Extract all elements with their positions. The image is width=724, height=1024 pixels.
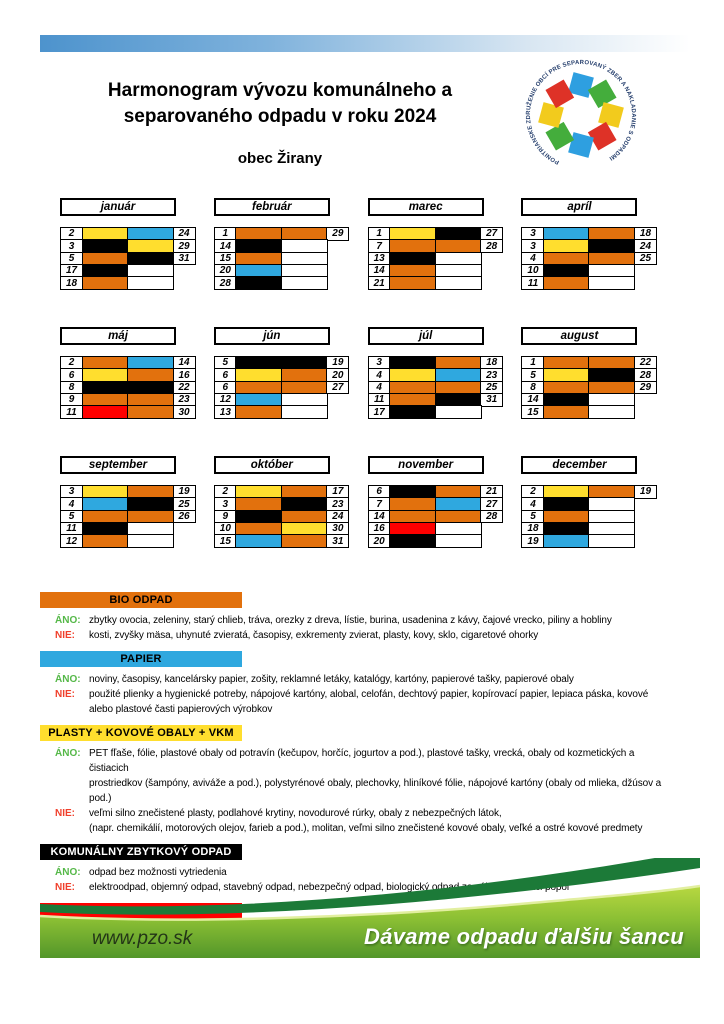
- legend-item-label: [55, 821, 89, 836]
- legend-item-text: PET fľaše, fólie, plastové obaly od potravín (kečupov, horčíc, jogurtov a pod.), plastové tašky, vrecká, obaly od kozmetických a čistiacich: [89, 748, 635, 774]
- day-number-right: 26: [173, 510, 196, 524]
- day-number-left: 14: [214, 239, 237, 253]
- legend-section: [40, 725, 685, 836]
- day-number-left: 3: [521, 227, 544, 241]
- collection-day-row: [214, 405, 350, 419]
- collection-day-row: [368, 276, 504, 290]
- day-number-left: 10: [521, 264, 544, 278]
- day-number-left: 9: [60, 393, 83, 407]
- day-number-left: 13: [214, 405, 237, 419]
- day-number-left: 5: [60, 510, 83, 524]
- day-number-left: 14: [521, 393, 544, 407]
- day-number-right: 22: [634, 356, 657, 370]
- day-number-left: 2: [214, 485, 237, 499]
- waste-type-color-right: [127, 405, 174, 419]
- day-number-right: 31: [173, 252, 196, 266]
- legend-section-title: PLASTY + KOVOVÉ OBALY + VKM: [40, 725, 242, 741]
- month-block: [60, 456, 196, 548]
- collection-day-row: [214, 534, 350, 548]
- day-number-right: 23: [173, 393, 196, 407]
- collection-day-row: [60, 276, 196, 290]
- month-name: december: [521, 456, 637, 474]
- day-number-left: 6: [214, 381, 237, 395]
- day-number-left: 15: [521, 405, 544, 419]
- legend-item: [40, 687, 685, 702]
- month-block: [521, 456, 657, 548]
- day-number-right: 23: [326, 497, 349, 511]
- calendar-row: [60, 198, 657, 290]
- day-number-right: 22: [173, 381, 196, 395]
- day-number-right: 18: [480, 356, 503, 370]
- day-number-left: 7: [368, 239, 391, 253]
- day-number-left: 14: [368, 510, 391, 524]
- waste-type-color-left: [235, 276, 282, 290]
- day-number-left: 1: [521, 356, 544, 370]
- day-number-left: 3: [60, 239, 83, 253]
- legend-item-label: NIE:: [55, 689, 75, 700]
- day-number-right: 28: [480, 510, 503, 524]
- legend-item: [40, 702, 685, 717]
- collection-calendar: [60, 198, 657, 585]
- day-number-right: 25: [634, 252, 657, 266]
- month-name: apríl: [521, 198, 637, 216]
- day-number-right: 28: [480, 239, 503, 253]
- pzo-association-logo: [517, 58, 645, 176]
- month-block: [368, 198, 504, 290]
- legend-item-text: noviny, časopisy, kancelársky papier, zošity, reklamné letáky, katalógy, kartóny, papierové tašky, papierové obaly: [89, 674, 574, 685]
- waste-type-color-right: [588, 534, 635, 548]
- day-number-left: 5: [60, 252, 83, 266]
- waste-type-color-right: [435, 405, 482, 419]
- day-number-right: 30: [326, 522, 349, 536]
- footer-slogan: Dávame odpadu ďalšiu šancu: [364, 924, 684, 949]
- day-number-left: 20: [214, 264, 237, 278]
- day-number-right: 19: [326, 356, 349, 370]
- collection-day-row: [521, 405, 657, 419]
- legend-section: [40, 651, 685, 717]
- legend-item: [40, 672, 685, 687]
- day-number-right: 27: [326, 381, 349, 395]
- waste-type-color-right: [435, 534, 482, 548]
- waste-type-color-right: [281, 276, 328, 290]
- day-number-left: 18: [60, 276, 83, 290]
- legend-item-text: (napr. chemikálií, motorových olejov, farieb a pod.), molitan, veľmi silno znečistené kovové obaly, veľké a ostré kovové predmety: [89, 823, 643, 834]
- month-name: marec: [368, 198, 484, 216]
- month-name: júl: [368, 327, 484, 345]
- legend-section-title: KOMUNÁLNY ZBYTKOVÝ ODPAD: [40, 844, 242, 860]
- day-number-left: 3: [60, 485, 83, 499]
- day-number-right: 31: [480, 393, 503, 407]
- month-table: [214, 356, 350, 419]
- logo-ring-text: PONITRIANSKE ZDRUŽENIE OBCÍ PRE SEPAROVANÝ ZBER A NAKLADANIE S ODPADMI: [525, 59, 637, 165]
- waste-type-color-left: [82, 534, 129, 548]
- legend-item-text: alebo plastové časti papierových výrobkov: [89, 704, 273, 715]
- day-number-left: 8: [60, 381, 83, 395]
- day-number-left: 17: [60, 264, 83, 278]
- collection-day-row: [214, 276, 350, 290]
- month-table: [60, 356, 196, 419]
- municipality-name: obec Žirany: [237, 150, 323, 167]
- waste-type-color-right: [588, 405, 635, 419]
- waste-type-color-left: [235, 405, 282, 419]
- waste-type-color-right: [127, 276, 174, 290]
- day-number-left: 11: [60, 405, 83, 419]
- month-name: február: [214, 198, 330, 216]
- collection-day-row: [368, 534, 504, 548]
- day-number-right: 14: [173, 356, 196, 370]
- waste-type-color-left: [82, 276, 129, 290]
- month-table: [368, 485, 504, 548]
- day-number-left: 2: [60, 227, 83, 241]
- day-number-left: 4: [60, 497, 83, 511]
- legend-item: [40, 806, 685, 821]
- day-number-left: 1: [368, 227, 391, 241]
- month-block: [521, 327, 657, 419]
- month-name: jún: [214, 327, 330, 345]
- website-link[interactable]: www.pzo.sk: [92, 928, 193, 949]
- month-name: január: [60, 198, 176, 216]
- footer-banner: [40, 858, 700, 958]
- month-block: [214, 456, 350, 548]
- day-number-left: 14: [368, 264, 391, 278]
- waste-type-color-left: [543, 276, 590, 290]
- day-number-left: 11: [60, 522, 83, 536]
- day-number-right: 28: [634, 368, 657, 382]
- day-number-right: 20: [326, 368, 349, 382]
- month-block: [521, 198, 657, 290]
- collection-day-row: [60, 405, 196, 419]
- legend-item-label: NIE:: [55, 630, 75, 641]
- day-number-right: 24: [634, 239, 657, 253]
- month-table: [521, 356, 657, 419]
- waste-type-color-right: [127, 534, 174, 548]
- day-number-left: 21: [368, 276, 391, 290]
- day-number-right: 31: [326, 534, 349, 548]
- waste-type-color-left: [235, 534, 282, 548]
- day-number-right: 27: [480, 497, 503, 511]
- legend-item-text: prostriedkov (šampóny, aviváže a pod.), polystyrénové obaly, plechovky, hliníkové fólie, nápojové kartóny (obaly od mlieka, džúsov a pod.): [89, 778, 662, 804]
- day-number-left: 5: [521, 510, 544, 524]
- month-name: október: [214, 456, 330, 474]
- day-number-left: 6: [60, 368, 83, 382]
- day-number-right: 18: [634, 227, 657, 241]
- day-number-right: 24: [173, 227, 196, 241]
- day-number-left: 3: [521, 239, 544, 253]
- logo-squares: [538, 72, 624, 158]
- month-block: [214, 198, 350, 290]
- day-number-left: 15: [214, 252, 237, 266]
- month-table: [368, 356, 504, 419]
- day-number-left: 3: [368, 356, 391, 370]
- day-number-left: 15: [214, 534, 237, 548]
- collection-day-row: [60, 534, 196, 548]
- legend-item-label: ÁNO:: [55, 748, 81, 759]
- day-number-left: 16: [368, 522, 391, 536]
- legend-item-label: ÁNO:: [55, 867, 81, 878]
- day-number-left: 19: [521, 534, 544, 548]
- legend-section-title: PAPIER: [40, 651, 242, 667]
- legend-item-label: ÁNO:: [55, 615, 81, 626]
- day-number-left: 6: [214, 368, 237, 382]
- month-table: [214, 485, 350, 548]
- day-number-left: 4: [521, 252, 544, 266]
- day-number-right: 25: [173, 497, 196, 511]
- day-number-left: 20: [368, 534, 391, 548]
- day-number-left: 13: [368, 252, 391, 266]
- day-number-left: 8: [521, 381, 544, 395]
- collection-day-row: [521, 276, 657, 290]
- collection-day-row: [521, 534, 657, 548]
- day-number-left: 12: [214, 393, 237, 407]
- month-table: [214, 227, 350, 290]
- day-number-right: 24: [326, 510, 349, 524]
- page-title-line2: separovaného odpadu v roku 2024: [123, 106, 437, 128]
- day-number-left: 7: [368, 497, 391, 511]
- month-block: [214, 327, 350, 419]
- day-number-left: 6: [368, 485, 391, 499]
- day-number-left: 11: [521, 276, 544, 290]
- day-number-right: 19: [173, 485, 196, 499]
- page-title-line1: Harmonogram vývozu komunálneho a: [107, 80, 453, 101]
- legend-section-title: BIO ODPAD: [40, 592, 242, 608]
- day-number-right: 19: [634, 485, 657, 499]
- day-number-right: 29: [634, 381, 657, 395]
- legend-item: [40, 613, 685, 628]
- month-block: [60, 327, 196, 419]
- legend-section: [40, 592, 685, 643]
- legend-item-text: odpad bez možnosti vytriedenia: [89, 867, 227, 878]
- waste-type-color-left: [543, 534, 590, 548]
- month-name: máj: [60, 327, 176, 345]
- waste-type-color-left: [82, 405, 129, 419]
- day-number-left: 28: [214, 276, 237, 290]
- waste-type-color-left: [389, 405, 436, 419]
- day-number-left: 10: [214, 522, 237, 536]
- day-number-right: 27: [480, 227, 503, 241]
- month-table: [60, 485, 196, 548]
- legend-item-text: zbytky ovocia, zeleniny, starý chlieb, tráva, orezky z dreva, lístie, burina, usadenina z kávy, čajové vrecko, piliny a hobliny: [89, 615, 612, 626]
- waste-type-color-left: [389, 534, 436, 548]
- day-number-right: 23: [480, 368, 503, 382]
- waste-type-color-right: [435, 276, 482, 290]
- day-number-left: 9: [214, 510, 237, 524]
- waste-type-color-right: [588, 276, 635, 290]
- day-number-right: 16: [173, 368, 196, 382]
- day-number-right: 21: [480, 485, 503, 499]
- day-number-left: 5: [521, 368, 544, 382]
- month-table: [60, 227, 196, 290]
- day-number-right: 29: [173, 239, 196, 253]
- day-number-left: 4: [521, 497, 544, 511]
- legend-item-label: NIE:: [55, 808, 75, 819]
- collection-day-row: [368, 405, 504, 419]
- top-gradient-bar: [40, 35, 690, 52]
- day-number-left: 3: [214, 497, 237, 511]
- day-number-right: 25: [480, 381, 503, 395]
- day-number-left: 11: [368, 393, 391, 407]
- day-number-left: 2: [521, 485, 544, 499]
- month-name: september: [60, 456, 176, 474]
- month-block: [368, 327, 504, 419]
- legend-item-label: ÁNO:: [55, 674, 81, 685]
- month-block: [60, 198, 196, 290]
- waste-type-color-right: [281, 405, 328, 419]
- day-number-left: 12: [60, 534, 83, 548]
- month-table: [368, 227, 504, 290]
- day-number-left: 18: [521, 522, 544, 536]
- legend-item-label: [55, 776, 89, 806]
- day-number-left: 4: [368, 368, 391, 382]
- month-name: august: [521, 327, 637, 345]
- legend-item-text: použité plienky a hygienické potreby, nápojové kartóny, alobal, celofán, dechtový papier, kopírovací papier, lepiaca páska, kovové: [89, 689, 649, 700]
- legend-item-label: [55, 702, 89, 717]
- legend-item: [40, 776, 685, 806]
- month-name: november: [368, 456, 484, 474]
- day-number-left: 5: [214, 356, 237, 370]
- waste-type-color-right: [281, 534, 328, 548]
- legend-item: [40, 628, 685, 643]
- legend-item-label: NIE:: [55, 882, 75, 893]
- legend-item: [40, 746, 685, 776]
- day-number-right: 30: [173, 405, 196, 419]
- month-table: [521, 227, 657, 290]
- legend-item-text: elektroodpad, objemný odpad, stavebný odpad, nebezpečný odpad, biologický odpad zo záhrad a horúci popol: [89, 882, 569, 893]
- calendar-row: [60, 456, 657, 548]
- month-table: [521, 485, 657, 548]
- legend-item-text: kosti, zvyšky mäsa, uhynuté zvieratá, časopisy, exkrementy zvierat, plasty, kovy, sklo, cigaretové ohorky: [89, 630, 539, 641]
- day-number-right: 17: [326, 485, 349, 499]
- waste-type-color-left: [389, 276, 436, 290]
- day-number-left: 17: [368, 405, 391, 419]
- calendar-row: [60, 327, 657, 419]
- month-block: [368, 456, 504, 548]
- day-number-left: 2: [60, 356, 83, 370]
- day-number-left: 1: [214, 227, 237, 241]
- page-title: [40, 78, 520, 130]
- day-number-right: 29: [326, 227, 349, 241]
- legend-item-text: veľmi silno znečistené plasty, podlahové krytiny, novodurové rúrky, obaly z nebezpečných látok,: [89, 808, 502, 819]
- legend-item: [40, 821, 685, 836]
- day-number-left: 4: [368, 381, 391, 395]
- waste-type-color-left: [543, 405, 590, 419]
